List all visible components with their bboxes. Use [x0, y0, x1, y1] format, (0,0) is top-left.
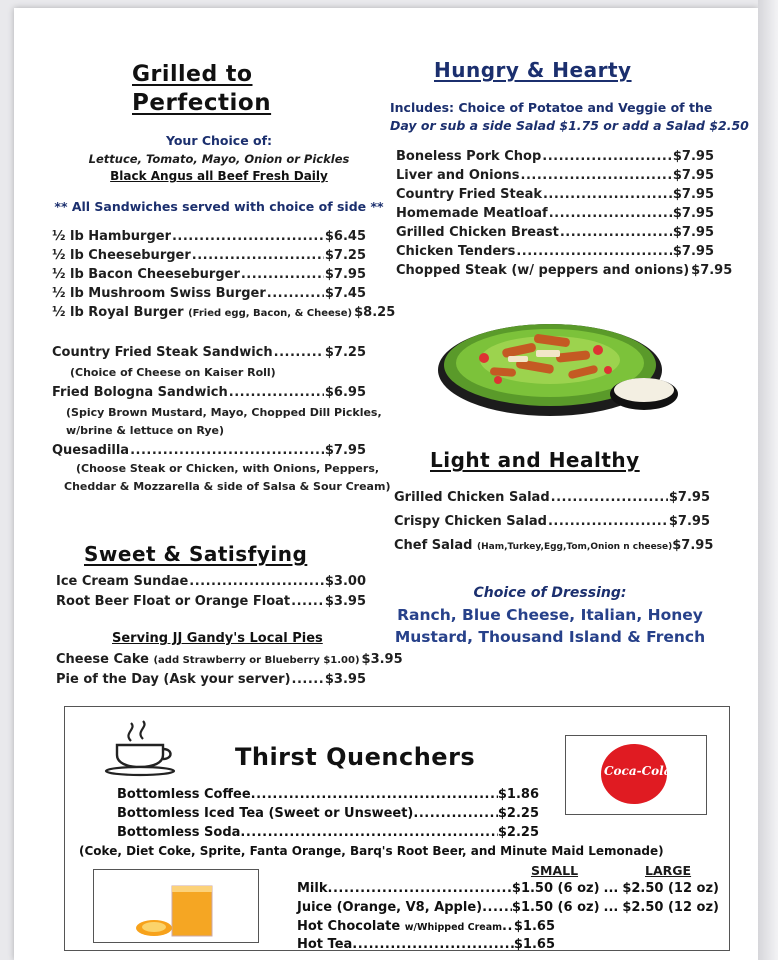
price: $7.95 [668, 514, 710, 529]
price: $7.95 [672, 168, 714, 183]
side-note: ** All Sandwiches served with choice of side ** [54, 199, 384, 214]
menu-item-hot-tea: Hot Tea ..... $1.65 [297, 937, 555, 952]
size-small-header: SMALL [531, 863, 579, 878]
price: $7.95 [324, 443, 366, 458]
price: $7.95 [672, 187, 714, 202]
dressing-list-2: Mustard, Thousand Island & French [394, 628, 706, 646]
beef-note: Black Angus all Beef Fresh Daily [110, 169, 328, 183]
hearty-title: Hungry & Hearty [434, 58, 632, 82]
menu-item-coffee: Bottomless Coffee ..... $1.86 [117, 787, 539, 802]
menu-item-iced-tea: Bottomless Iced Tea (Sweet or Unsweet) ..... $2.25 [117, 806, 539, 821]
menu-item-cheesecake: Cheese Cake (add Strawberry or Blueberry $1.00) $3.95 [56, 652, 403, 667]
item-note: (Spicy Brown Mustard, Mayo, Chopped Dill Pickles, [66, 406, 382, 419]
item-note: Cheddar & Mozzarella & side of Salsa & Sour Cream) [64, 480, 391, 493]
menu-item-cfs-sandwich: Country Fried Steak Sandwich ..... $7.25 [52, 345, 366, 360]
price: $7.95 [672, 244, 714, 259]
price: $8.25 [354, 305, 396, 320]
coffee-cup-icon [93, 719, 193, 777]
toppings-text: Lettuce, Tomato, Mayo, Onion or Pickles [88, 152, 350, 166]
page-edge-shadow [758, 0, 778, 960]
price: $7.25 [324, 345, 366, 360]
menu-item-country-fried-steak: Country Fried Steak ..... $7.95 [396, 187, 714, 202]
soda-list: (Coke, Diet Coke, Sprite, Fanta Orange, Barq's Root Beer, and Minute Maid Lemonade) [79, 844, 664, 858]
price: $7.95 [668, 490, 710, 505]
price: $7.95 [672, 538, 714, 553]
menu-item-bacon-cheeseburger: ½ lb Bacon Cheeseburger ..... $7.95 [52, 267, 366, 282]
price: $2.25 [497, 806, 539, 821]
price-small: $1.50 (6 oz) [511, 881, 600, 896]
price: $3.95 [361, 652, 403, 667]
price: $7.95 [691, 263, 733, 278]
price: $1.86 [497, 787, 539, 802]
item-note: (Choose Steak or Chicken, with Onions, Peppers, [76, 462, 380, 475]
menu-item-meatloaf: Homemade Meatloaf ..... $7.95 [396, 206, 714, 221]
menu-item-mushroom-swiss: ½ lb Mushroom Swiss Burger ..... $7.45 [52, 286, 366, 301]
price: $1.65 [513, 919, 555, 934]
dressing-label: Choice of Dressing: [473, 585, 627, 601]
price: $2.25 [497, 825, 539, 840]
price: $7.95 [672, 225, 714, 240]
menu-item-bologna-sandwich: Fried Bologna Sandwich ..... $6.95 [52, 385, 366, 400]
grilled-title-line1: Grilled to [132, 62, 253, 87]
menu-item-sundae: Ice Cream Sundae ..... $3.00 [56, 574, 366, 589]
coca-cola-logo [565, 735, 707, 815]
price: $3.00 [324, 574, 366, 589]
hearty-includes-1: Includes: Choice of Potatoe and Veggie of the [390, 100, 713, 115]
menu-page [14, 8, 758, 960]
menu-item-hamburger: ½ lb Hamburger ..... $6.45 [52, 229, 366, 244]
menu-item-chef-salad: Chef Salad (Ham,Turkey,Egg,Tom,Onion n cheese) $7.95 [394, 538, 714, 553]
menu-item-chopped-steak: Chopped Steak (w/ peppers and onions) $7.95 [396, 263, 733, 278]
menu-item-liver-onions: Liver and Onions ..... $7.95 [396, 168, 714, 183]
hearty-includes-2: Day or sub a side Salad $1.75 or add a Salad $2.50 [390, 118, 749, 133]
menu-item-hot-chocolate: Hot Chocolate w/Whipped Cream ..... $1.65 [297, 919, 555, 934]
choice-label: Your Choice of: [165, 133, 273, 148]
grilled-title-line2: Perfection [132, 90, 272, 116]
salad-platter-image [438, 308, 688, 420]
item-note: (Choice of Cheese on Kaiser Roll) [70, 366, 276, 379]
price: $3.95 [324, 594, 366, 609]
pies-heading: Serving JJ Gandy's Local Pies [112, 631, 323, 646]
menu-item-cheeseburger: ½ lb Cheeseburger ..... $7.25 [52, 248, 366, 263]
logo-text: Coca-Cola [604, 764, 672, 778]
menu-item-royal-burger: ½ lb Royal Burger (Fried egg, Bacon, & Cheese) $8.25 [52, 305, 396, 320]
price-large: $2.50 (12 oz) [622, 881, 719, 896]
price: $7.95 [672, 149, 714, 164]
price-small: $1.50 (6 oz) [511, 900, 600, 915]
menu-item-float: Root Beer Float or Orange Float ..... $3.95 [56, 594, 366, 609]
menu-item-pork-chop: Boneless Pork Chop ..... $7.95 [396, 149, 714, 164]
menu-item-pie-of-day: Pie of the Day (Ask your server) ..... $3.95 [56, 672, 366, 687]
drinks-title: Thirst Quenchers [235, 743, 476, 771]
item-note: w/brine & lettuce on Rye) [66, 424, 225, 437]
price: $6.95 [324, 385, 366, 400]
menu-item-soda: Bottomless Soda ..... $2.25 [117, 825, 539, 840]
price: $7.45 [324, 286, 366, 301]
healthy-title: Light and Healthy [430, 448, 640, 472]
drinks-panel [64, 706, 730, 951]
price: $3.95 [324, 672, 366, 687]
dressing-list-1: Ranch, Blue Cheese, Italian, Honey [397, 606, 703, 624]
juice-image-frame [93, 869, 259, 943]
price-large: $2.50 (12 oz) [622, 900, 719, 915]
sweet-title: Sweet & Satisfying [84, 542, 308, 566]
price: $6.45 [324, 229, 366, 244]
price: $7.95 [324, 267, 366, 282]
menu-item-juice: Juice (Orange, V8, Apple) ..... $1.50 (6 oz) ... $2.50 (12 oz) [297, 900, 719, 915]
size-large-header: LARGE [645, 863, 692, 878]
orange-juice-icon [132, 882, 222, 940]
price: $7.95 [672, 206, 714, 221]
menu-item-chicken-tenders: Chicken Tenders ..... $7.95 [396, 244, 714, 259]
menu-item-grilled-chicken-salad: Grilled Chicken Salad ..... $7.95 [394, 490, 710, 505]
price: $1.65 [513, 937, 555, 952]
menu-item-quesadilla: Quesadilla ..... $7.95 [52, 443, 366, 458]
price: $7.25 [324, 248, 366, 263]
menu-item-crispy-chicken-salad: Crispy Chicken Salad ..... $7.95 [394, 514, 710, 529]
menu-item-milk: Milk ..... $1.50 (6 oz) ... $2.50 (12 oz) [297, 881, 719, 896]
menu-item-grilled-chicken: Grilled Chicken Breast ..... $7.95 [396, 225, 714, 240]
